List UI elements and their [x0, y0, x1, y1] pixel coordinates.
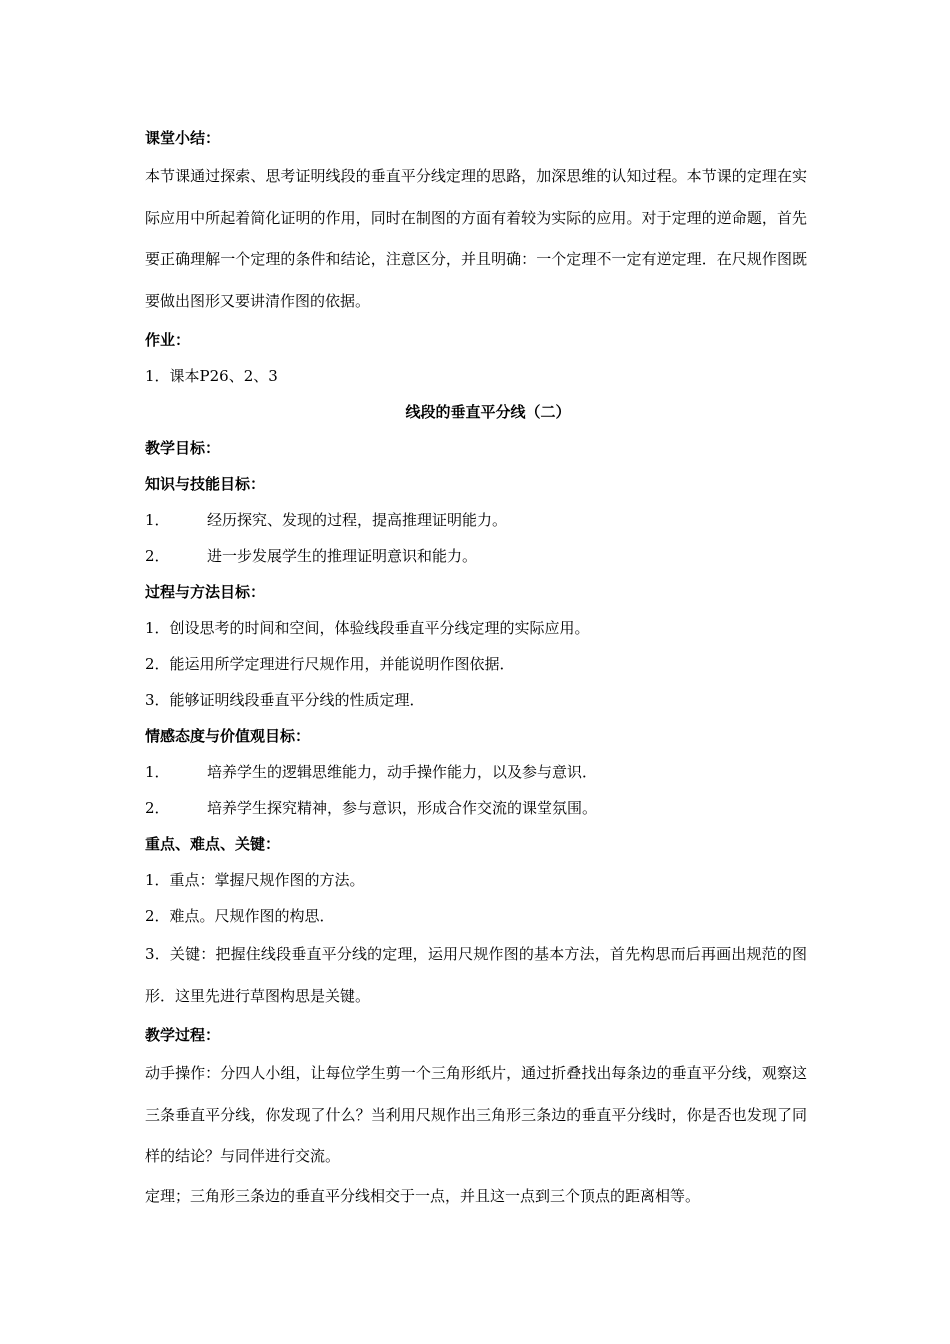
teaching-process-heading: 教学过程： — [145, 1026, 221, 1044]
list-item — [145, 790, 807, 826]
emotion-goals-heading: 情感态度与价值观目标： — [145, 727, 311, 745]
knowledge-heading: 知识与技能目标： — [145, 475, 266, 493]
list-text: 培养学生探究精神，参与意识，形成合作交流的课堂氛围。 — [207, 799, 598, 817]
list-text: 经历探究、发现的过程，提高推理证明能力。 — [207, 511, 508, 529]
homework-item: 1．课本P26、2、3 — [145, 367, 278, 385]
list-text: 培养学生的逻辑思维能力，动手操作能力，以及参与意识． — [207, 763, 598, 781]
list-item — [145, 538, 807, 574]
key-paragraph: 3．关键：把握住线段垂直平分线的定理，运用尺规作图的基本方法，首先构思而后再画出规范的图形．这里先进行草图构思是关键。 — [145, 945, 807, 1005]
activity-paragraph: 动手操作：分四人小组，让每位学生剪一个三角形纸片，通过折叠找出每条边的垂直平分线，观察这三条垂直平分线，你发现了什么？当利用尺规作出三角形三条边的垂直平分线时，你是否也发现了同样的结论？与同伴进行交流。 — [145, 1064, 807, 1165]
list-item: 3．能够证明线段垂直平分线的性质定理． — [145, 691, 425, 709]
list-item: 1．创设思考的时间和空间，体验线段垂直平分线定理的实际应用。 — [145, 619, 590, 637]
list-item — [145, 754, 807, 790]
list-number: 1． — [145, 763, 170, 781]
key-points-heading: 重点、难点、关键： — [145, 835, 281, 853]
lesson-title: 线段的垂直平分线（二） — [405, 403, 571, 421]
theorem-line: 定理；三角形三条边的垂直平分线相交于一点，并且这一点到三个顶点的距离相等。 — [145, 1186, 701, 1205]
list-item — [145, 502, 807, 538]
list-item: 2．能运用所学定理进行尺规作用，并能说明作图依据． — [145, 655, 515, 673]
process-goals-heading: 过程与方法目标： — [145, 583, 266, 601]
homework-heading: 作业： — [145, 331, 191, 349]
list-number: 1． — [145, 511, 170, 529]
list-item: 2．难点。尺规作图的构思． — [145, 907, 335, 925]
objectives-heading: 教学目标： — [145, 439, 221, 457]
list-number: 2． — [145, 547, 170, 565]
summary-heading: 课堂小结： — [145, 129, 221, 147]
summary-paragraph: 本节课通过探索、思考证明线段的垂直平分线定理的思路，加深思维的认知过程。本节课的定理在实际应用中所起着简化证明的作用，同时在制图的方面有着较为实际的应用。对于定理的逆命题，首先要正确理解一个定理的条件和结论，注意区分，并且明确：一个定理不一定有逆定理．在尺规作图既要做出图形又要讲清作图的依据。 — [145, 167, 807, 310]
document-page — [145, 120, 807, 1214]
list-number: 2． — [145, 799, 170, 817]
list-text: 进一步发展学生的推理证明意识和能力。 — [207, 547, 478, 565]
list-item: 1．重点：掌握尺规作图的方法。 — [145, 871, 365, 889]
